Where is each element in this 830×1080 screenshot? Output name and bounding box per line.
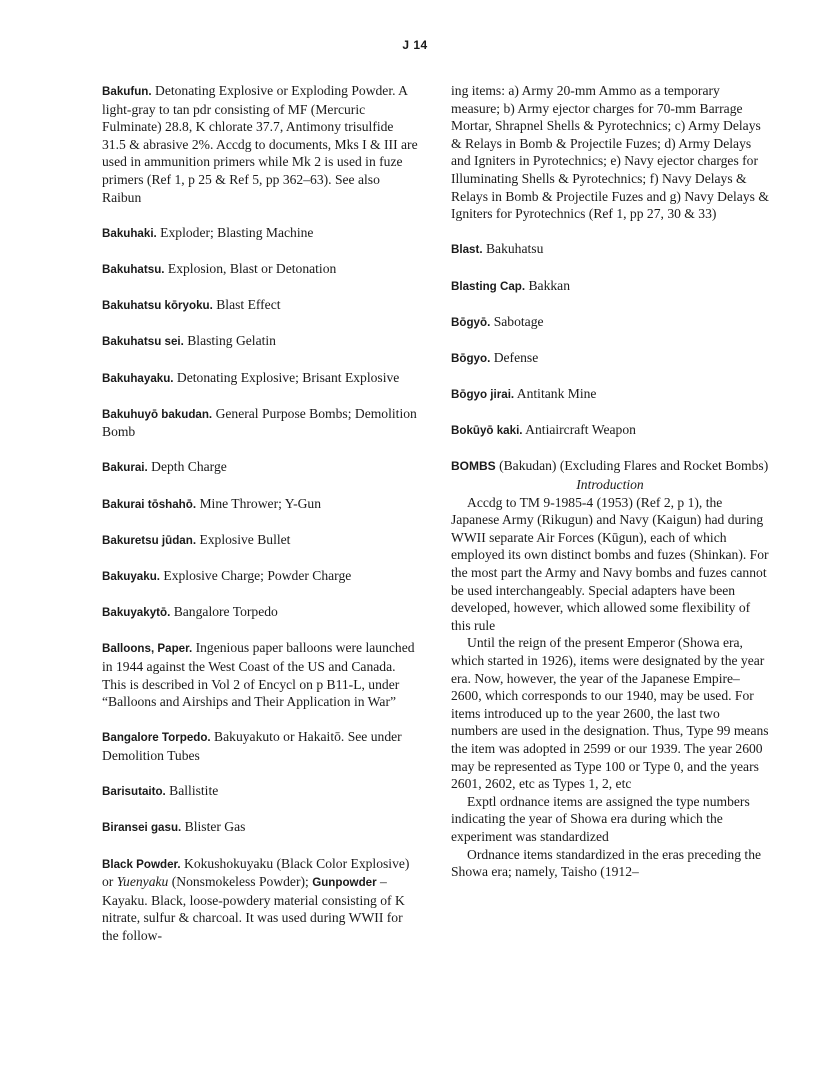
glossary-entry	[102, 369, 420, 388]
glossary-entry	[102, 603, 420, 622]
entry-definition: Depth Charge	[147, 459, 227, 475]
entry-term: Blast.	[451, 243, 483, 257]
entry-definition: Antiaircraft Weapon	[522, 422, 636, 438]
entry-definition: Bakkan	[525, 277, 571, 293]
entry-definition: Blasting Gelatin	[183, 333, 276, 349]
entry-definition: Bangalore Torpedo	[170, 604, 278, 620]
entry-definition: Blast Effect	[212, 297, 281, 313]
glossary-entry	[451, 421, 769, 440]
entry-term: Bōgyo jirai.	[451, 388, 515, 402]
entry-definition: Detonating Explosive; Brisant Explosive	[173, 369, 400, 385]
glossary-entry	[102, 531, 420, 550]
glossary-entry	[102, 296, 420, 315]
glossary-entry	[451, 277, 769, 296]
entry-definition: (Nonsmokeless Powder);	[168, 874, 309, 890]
right-column	[451, 82, 769, 881]
entry-term: Bangalore Torpedo.	[102, 731, 211, 745]
entry-term: Bakuhatsu.	[102, 262, 165, 276]
entry-term: Gunpowder	[312, 876, 377, 890]
glossary-entry	[102, 782, 420, 801]
glossary-entry	[102, 639, 420, 710]
glossary-entry	[102, 260, 420, 279]
glossary-entry-black-powder	[102, 855, 420, 945]
entry-term: Bakuyaku.	[102, 570, 160, 584]
entry-term: Bakurai tōshahō.	[102, 497, 197, 511]
entry-term: Bakuhatsu sei.	[102, 335, 184, 349]
entry-definition: Ballistite	[165, 783, 219, 799]
glossary-entry	[451, 385, 769, 404]
entry-term: Black Powder.	[102, 857, 181, 871]
glossary-entry	[451, 349, 769, 368]
body-paragraph: Ordnance items standardized in the eras preceding the Showa era; namely, Taisho (1912–	[451, 846, 762, 880]
glossary-entry	[102, 82, 420, 206]
entry-term: Bōgyo.	[451, 351, 491, 365]
entry-term: Bakuhuyō bakudan.	[102, 407, 213, 421]
page-number: J 14	[402, 38, 428, 52]
entry-definition: Ingenious paper balloons were launched in 1944 against the West Coast of the US and Canada. This is described in Vol 2 of Encycl on p B11-L, under “Balloons and Airships and Their Application in War”	[102, 640, 415, 710]
body-paragraph: Until the reign of the present Emperor (Showa era, which started in 1926), items were designated by the year era. Now, however, the year of the Japanese Empire–2600, which corresponds to our 1940, may be used. For items introduced up to the year 2600, the last two numbers are used in the designation. Thus, Type 99 means the item was adopted in 2599 or our 1939. The year 2600 may be represented as Type 100 or Type 0, and the years 2601, 2602, etc as Types 1, 2, etc	[451, 635, 769, 792]
entry-term: Bakuyakytō.	[102, 606, 171, 620]
introduction-subheading: Introduction	[576, 477, 644, 493]
glossary-entry	[102, 818, 420, 837]
glossary-entry	[102, 405, 420, 441]
continued-text: ing items: a) Army 20-mm Ammo as a temporary measure; b) Army ejector charges for 70-mm Barrage Mortar, Shrapnel Shells & Pyrotechnics; c) Army Delays & Relays in Bomb & Projectile Fuzes; d) Army Delays and Igniters in Pyrotechnics; e) Navy ejector charges for Illuminating Shells & Pyrotechnics; f) Navy Delays & Relays in Bomb & Projectile Fuzes and g) Navy Delays & Igniters for Pyrotechnics (Ref 1, pp 27, 30 & 33)	[451, 83, 769, 222]
entry-term: Barisutaito.	[102, 785, 166, 799]
left-column	[102, 82, 420, 962]
entry-term: Bakurai.	[102, 461, 148, 475]
glossary-entry	[102, 728, 420, 764]
entry-definition: Blister Gas	[181, 819, 246, 835]
entry-term: Bakuhatsu kōryoku.	[102, 299, 213, 313]
entry-definition: General Purpose Bombs; Demolition Bomb	[102, 405, 417, 440]
glossary-entry	[451, 240, 769, 259]
entry-term: Bakuretsu jūdan.	[102, 533, 197, 547]
entry-definition: Explosive Charge; Powder Charge	[160, 568, 352, 584]
entry-definition: Explosion, Blast or Detonation	[164, 260, 337, 276]
glossary-entry	[102, 224, 420, 243]
entry-term: Bōgyō.	[451, 315, 491, 329]
entry-definition: Defense	[490, 349, 539, 365]
entry-definition: Kokushokuyaku (Black Color Explosive) or	[102, 855, 410, 890]
entry-italic-term: Yuenyaku	[116, 874, 169, 890]
glossary-entry	[102, 458, 420, 477]
entry-definition: Exploder; Blasting Machine	[156, 224, 314, 240]
body-paragraph: Exptl ordnance items are assigned the type numbers indicating the year of Showa era during which the experiment was standardized	[451, 793, 750, 844]
entry-term: Blasting Cap.	[451, 279, 526, 293]
entry-definition: Sabotage	[490, 313, 544, 329]
section-title: BOMBS	[451, 459, 496, 474]
entry-term: Balloons, Paper.	[102, 642, 193, 656]
entry-definition: Mine Thrower; Y-Gun	[196, 495, 322, 511]
glossary-entry	[102, 495, 420, 514]
entry-term: Bokūyō kaki.	[451, 424, 523, 438]
bombs-section-heading	[451, 457, 769, 476]
body-paragraph: Accdg to TM 9-1985-4 (1953) (Ref 2, p 1), the Japanese Army (Rikugun) and Navy (Kaigun) had during WWII separate Air Forces (Kūgun), each of which employed its own distinct bombs and fuzes (Shinkan). For the most part the Army and Navy bombs and fuzes cannot be used interchangeably. Special adapters have been developed, however, which allowed some flexibility of this rule	[451, 494, 769, 633]
entry-term: Biransei gasu.	[102, 821, 182, 835]
glossary-entry	[102, 332, 420, 351]
entry-term: Bakuhayaku.	[102, 371, 174, 385]
glossary-entry	[451, 313, 769, 332]
entry-term: Bakuhaki.	[102, 226, 157, 240]
entry-definition: Detonating Explosive or Exploding Powder. A light-gray to tan pdr consisting of MF (Mercuric Fulminate) 28.8, K chlorate 37.7, Antimony trisulfide 31.5 & abrasive 2%. Accdg to documents, Mks I & III are used in ammunition primers while Mk 2 is used in fuze primers (Ref 1, p 25 & Ref 5, pp 362–63). See also Raibun	[102, 83, 418, 205]
entry-definition: Bakuhatsu	[482, 241, 544, 257]
entry-term: Bakufun.	[102, 85, 152, 98]
entry-definition: Antitank Mine	[514, 386, 597, 402]
glossary-entry	[102, 567, 420, 586]
section-title-qualifier: (Bakudan) (Excluding Flares and Rocket Bombs)	[495, 458, 769, 474]
entry-definition: – Kayaku. Black, loose-powdery material consisting of K nitrate, sulfur & charcoal. It was used during WWII for the follow-	[102, 874, 405, 943]
entry-definition: Explosive Bullet	[196, 531, 291, 547]
entry-definition: Bakuyakuto or Hakaitō. See under Demolition Tubes	[102, 729, 402, 763]
